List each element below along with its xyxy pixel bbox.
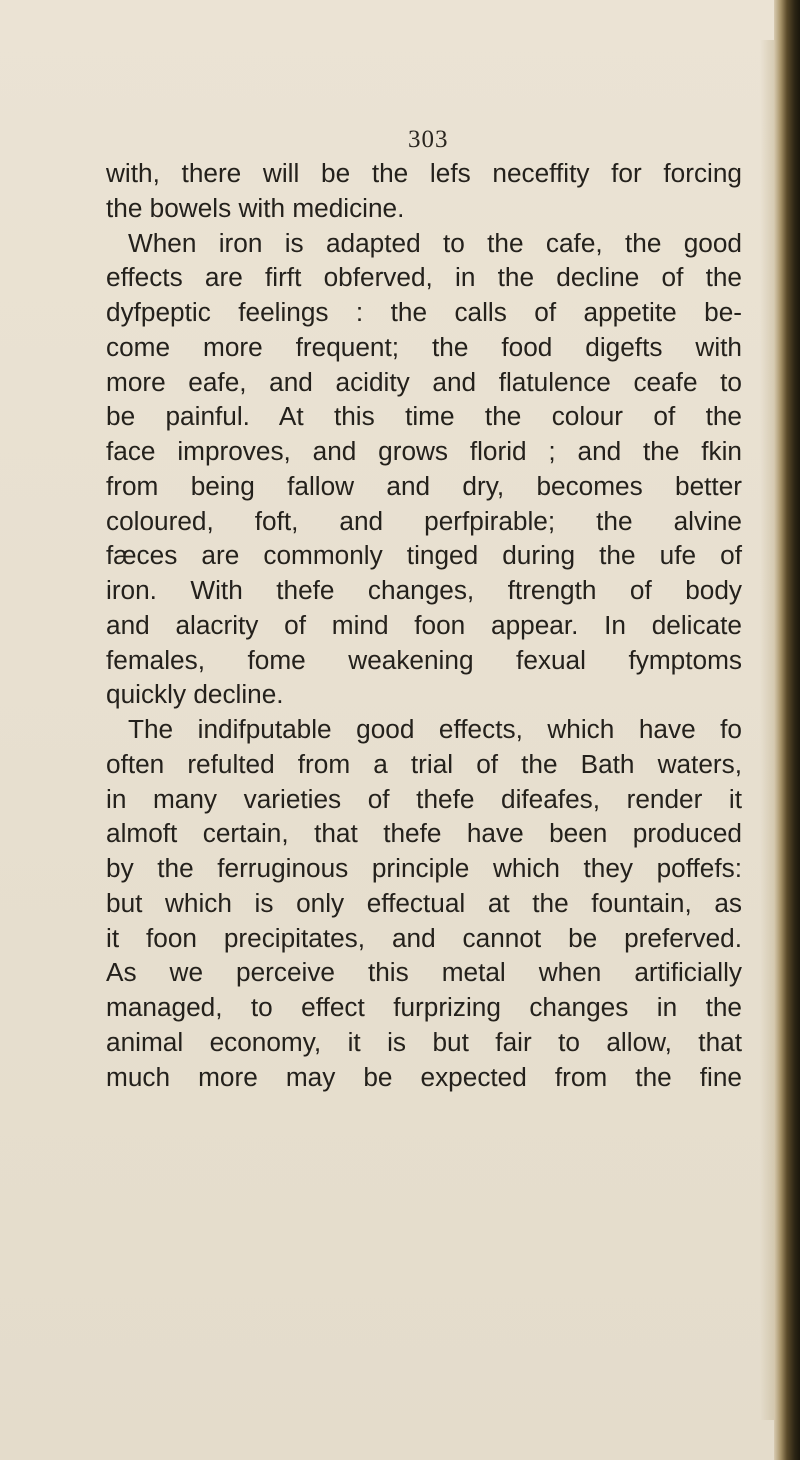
text-line: from being fallow and dry, becomes better [106,470,742,501]
page-edge [774,0,800,1460]
text-line: fæces are commonly tinged during the ufe of [106,540,742,571]
page-number: 303 [408,126,449,153]
text-line: The indifputable good effects, which have fo [128,714,742,744]
text-line: more eafe, and acidity and flatulence ceafe to [106,366,742,397]
text-line: As we perceive this metal when artificially [106,957,742,988]
text-line: managed, to effect furprizing changes in the [106,992,742,1022]
text-line: quickly decline. [106,679,284,710]
text-line: it foon precipitates, and cannot be preferved. [106,922,742,953]
text-line: much more may be expected from the fine [106,1061,742,1092]
text-line: animal economy, it is but fair to allow, that [106,1026,742,1057]
text-line: but which is only effectual at the fountain, as [106,887,742,918]
text-line: coloured, foft, and perfpirable; the alvine [106,505,742,536]
body-text [106,156,742,1094]
text-line: by the ferruginous principle which they poffefs: [106,853,742,883]
text-line: often refulted from a trial of the Bath waters, [106,748,742,779]
page-edge-shadow [760,40,774,1420]
text-line: be painful. At this time the colour of the [106,401,742,432]
text-line: effects are firft obferved, in the decline of the [106,262,742,293]
text-line: almoft certain, that thefe have been produced [106,818,742,849]
text-line: with, there will be the lefs neceffity for forcing [106,158,742,188]
text-line: the bowels with medicine. [106,192,405,223]
text-line: come more frequent; the food digefts with [106,331,742,362]
text-line: females, fome weakening fexual fymptoms [106,644,742,675]
text-line: When iron is adapted to the cafe, the good [128,227,742,258]
text-line: in many varieties of thefe difeafes, render it [106,783,742,814]
text-line: dyfpeptic feelings : the calls of appetite be- [106,297,742,327]
text-line: face improves, and grows florid ; and the fkin [106,436,742,466]
text-line: and alacrity of mind foon appear. In delicate [106,609,742,640]
text-line: iron. With thefe changes, ftrength of body [106,575,742,605]
